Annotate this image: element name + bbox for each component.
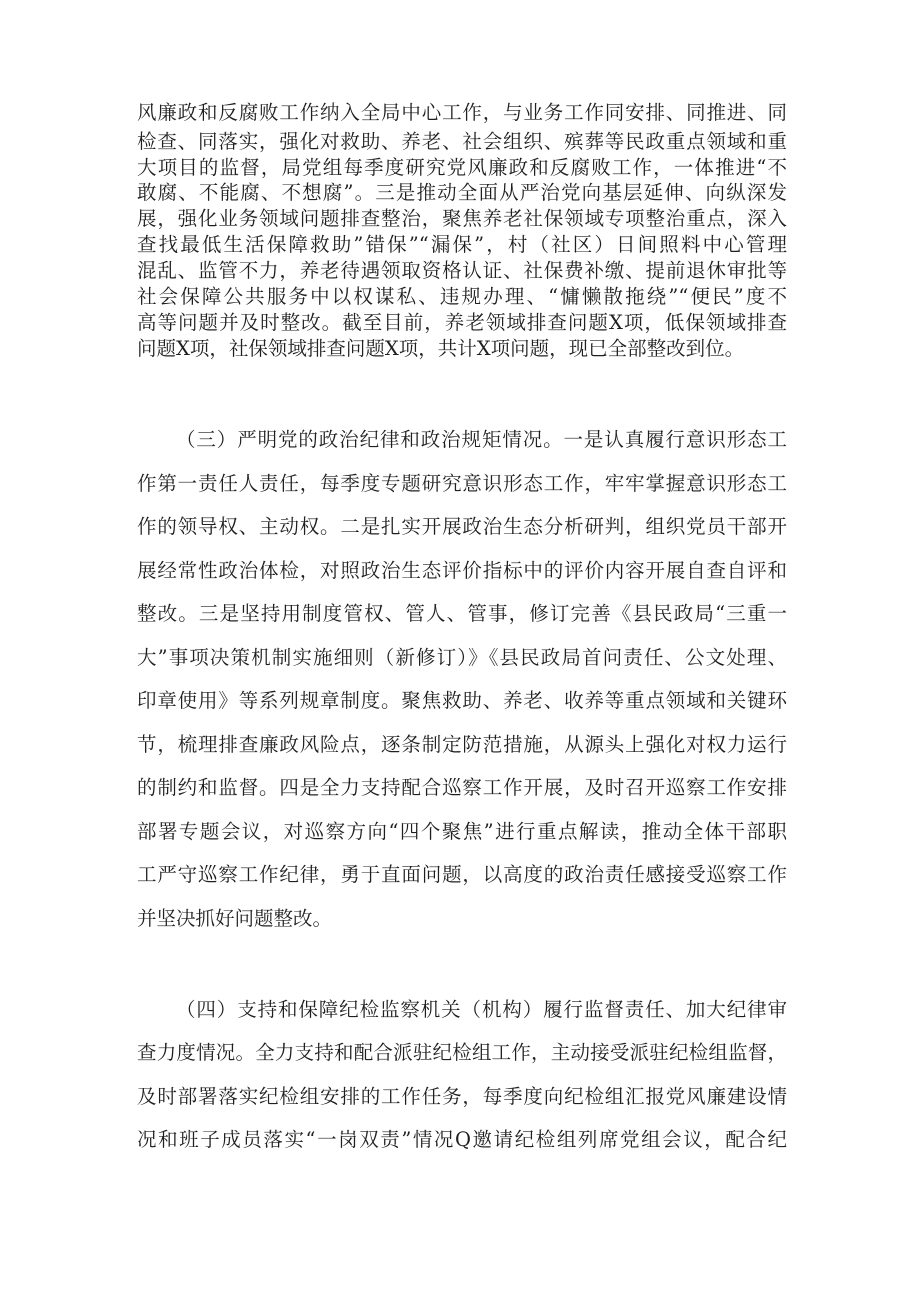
text-line: 大”事项决策机制实施细则（新修订）》《县民政局首问责任、公文处理、	[137, 646, 787, 669]
section-heading-line: （四）支持和保障纪检监察机关（机构）履行监督责任、加大纪律审	[176, 998, 787, 1021]
text-line: 社会保障公共服务中以权谋私、违规办理、“慵懒散拖绕”“便民”度不	[137, 285, 787, 308]
text-line: 况和班子成员落实“一岗双责”情况Q邀请纪检组列席党组会议，配合纪	[137, 1128, 787, 1151]
text-line: 及时部署落实纪检组安排的工作任务，每季度向纪检组汇报党风廉建设情	[137, 1085, 787, 1108]
text-line: 并坚决抓好问题整改。	[137, 907, 333, 930]
text-line: 查找最低生活保障救助”错保”“漏保”，村（社区）日间照料中心管理	[137, 233, 787, 256]
text-line: 混乱、监管不力，养老待遇领取资格认证、社保费补缴、提前退休审批等	[137, 259, 787, 282]
text-line: 作第一责任人责任，每季度专题研究意识形态工作，牢牢掌握意识形态工	[137, 472, 787, 495]
text-line: 大项目的监督，局党组每季度研究党风廉政和反腐败工作，一体推进“不	[137, 156, 787, 179]
text-line: 检查、同落实，强化对救助、养老、社会组织、殡葬等民政重点领域和重	[137, 130, 787, 153]
text-line: 展，强化业务领域问题排查整治，聚焦养老社保领域专项整治重点，深入	[137, 207, 787, 230]
text-line: 高等问题并及时整改。截至目前，养老领域排查问题X项，低保领域排查	[137, 311, 787, 334]
text-line: 工严守巡察工作纪律，勇于直面问题，以高度的政治责任感接受巡察工作	[137, 863, 787, 886]
text-line: 风廉政和反腐败工作纳入全局中心工作，与业务工作同安排、同推进、同	[137, 101, 787, 124]
text-line: 的制约和监督。四是全力支持配合巡察工作开展，及时召开巡察工作安排	[137, 776, 787, 799]
text-line: 整改。三是坚持用制度管权、管人、管事，修订完善《县民政局“三重一	[137, 602, 787, 625]
text-line: 部署专题会议，对巡察方向“四个聚焦”进行重点解读，推动全体干部职	[137, 820, 787, 843]
text-line: 敢腐、不能腐、不想腐”。三是推动全面从严治党向基层延伸、向纵深发	[137, 181, 787, 204]
text-line: 作的领导权、主动权。二是扎实开展政治生态分析研判，组织党员干部开	[137, 515, 787, 538]
text-line: 问题X项，社保领域排查问题X项，共计X项问题，现已全部整改到位。	[137, 337, 745, 360]
text-line: 查力度情况。全力支持和配合派驻纪检组工作，主动接受派驻纪检组监督，	[137, 1041, 787, 1064]
text-line: 印章使用》等系列规章制度。聚焦救助、养老、收养等重点领域和关键环	[137, 689, 787, 712]
text-line: 节，梳理排查廉政风险点，逐条制定防范措施，从源头上强化对权力运行	[137, 733, 787, 756]
section-heading-line: （三）严明党的政治纪律和政治规矩情况。一是认真履行意识形态工	[176, 428, 787, 451]
text-line: 展经常性政治体检，对照政治生态评价指标中的评价内容开展自查自评和	[137, 559, 787, 582]
